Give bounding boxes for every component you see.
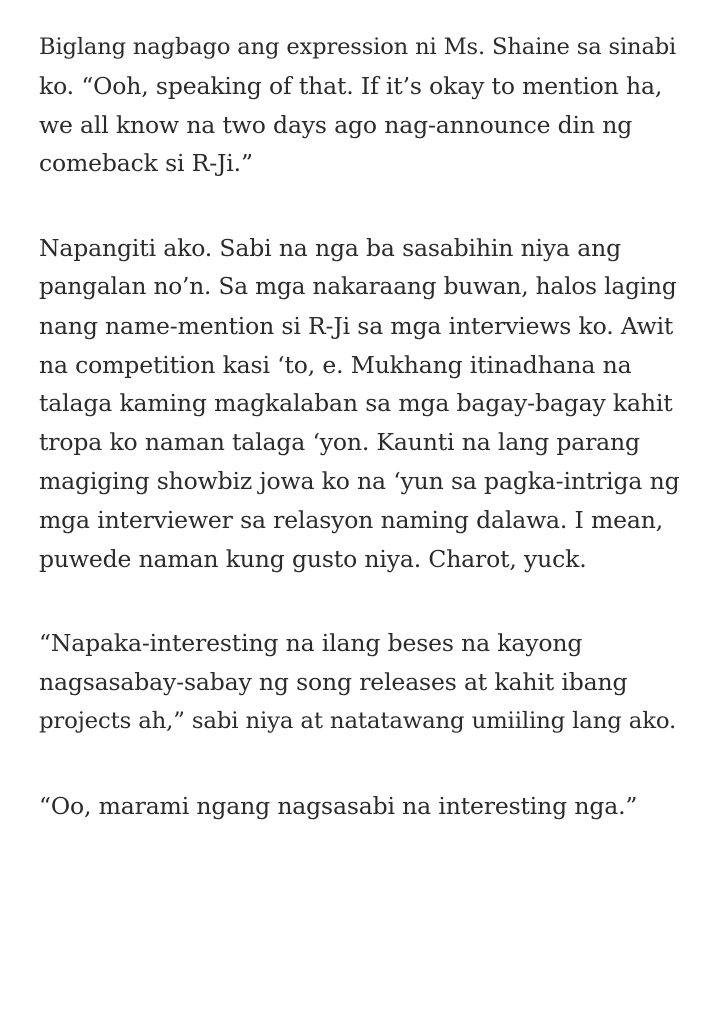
text-line: magiging showbiz jowa ko na ‘yun sa pagka-intriga ng: [39, 466, 680, 495]
text-line: tropa ko naman talaga ‘yon. Kaunti na lang parang: [39, 428, 640, 457]
text-line: comeback si R-Ji.”: [39, 149, 253, 178]
text-line: “Napaka-interesting na ilang beses na kayong: [39, 629, 583, 658]
text-line: na competition kasi ‘to, e. Mukhang itinadhana na: [39, 350, 632, 379]
text-line: we all know na two days ago nag-announce din ng: [39, 110, 633, 139]
paragraph-2: [39, 229, 680, 578]
text-line: talaga kaming magkalaban sa mga bagay-bagay kahit: [39, 389, 673, 418]
text-line: pangalan no’n. Sa mga nakaraang buwan, halos laging: [39, 272, 677, 300]
text-line: nagsasabay-sabay ng song releases at kahit ibang: [39, 668, 628, 697]
text-line: Napangiti ako. Sabi na nga ba sasabihin niya ang: [39, 234, 621, 263]
text-line: Biglang nagbago ang expression ni Ms. Shaine sa sinabi: [39, 34, 677, 60]
text-line: ko. “Ooh, speaking of that. If it’s okay to mention ha,: [39, 71, 663, 100]
paragraph-4: [39, 787, 680, 826]
text-line: puwede naman kung gusto niya. Charot, yuck.: [39, 544, 587, 573]
text-line: “Oo, marami ngang nagsasabi na interesting nga.”: [39, 791, 638, 820]
text-line: nang name-mention si R-Ji sa mga interviews ko. Awit: [39, 311, 674, 340]
paragraph-3: [39, 624, 680, 740]
text-line: mga interviewer sa relasyon naming dalawa. I mean,: [39, 505, 664, 534]
text-line: projects ah,” sabi niya at natatawang umiiling lang ako.: [39, 707, 677, 734]
paragraph-1: [39, 28, 680, 183]
